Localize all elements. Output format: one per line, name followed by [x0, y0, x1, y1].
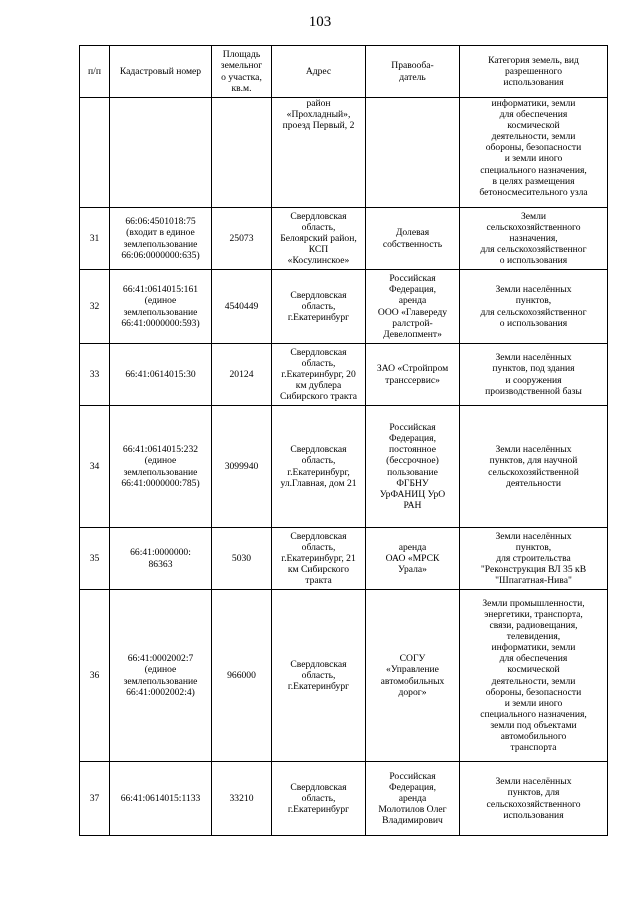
- land-category: Земли сельскохозяйственного назначения, для сельскохозяйственног о использования: [460, 208, 608, 270]
- cadastral-number: 66:41:0614015:161 (единое землепользование 66:41:0000000:593): [110, 270, 212, 344]
- owner: Российская Федерация, аренда ООО «Главереду ралстрой- Девелопмент»: [366, 270, 460, 344]
- land-area: 3099940: [212, 406, 272, 528]
- address: Свердловская область, г.Екатеринбург, ул.Главная, дом 21: [272, 406, 366, 528]
- table-header-row: [80, 46, 608, 98]
- land-category: Земли населённых пунктов, для научной сельскохозяйственной деятельности: [460, 406, 608, 528]
- table-row: [80, 590, 608, 762]
- cadastral-number: 66:41:0614015:30: [110, 344, 212, 406]
- table-row: [80, 270, 608, 344]
- land-area: 25073: [212, 208, 272, 270]
- land-area: [212, 98, 272, 208]
- land-category: информатики, земли для обеспечения космической деятельности, земли обороны, безопасности и земли иного специального назначения, в целях размещения бетоносмесительного узла: [460, 98, 608, 208]
- column-header-number: п/п: [80, 46, 110, 98]
- address: Свердловская область, г.Екатеринбург: [272, 590, 366, 762]
- column-header-address: Адрес: [272, 46, 366, 98]
- address: Свердловская область, г.Екатеринбург: [272, 270, 366, 344]
- land-area: 33210: [212, 762, 272, 836]
- land-category: Земли населённых пунктов, для сельскохозяйственного использования: [460, 762, 608, 836]
- owner: [366, 98, 460, 208]
- land-category: Земли населённых пунктов, под здания и сооружения производственной базы: [460, 344, 608, 406]
- table-row: [80, 528, 608, 590]
- owner: аренда ОАО «МРСК Урала»: [366, 528, 460, 590]
- table-row: [80, 344, 608, 406]
- row-number: [80, 98, 110, 208]
- row-number: 32: [80, 270, 110, 344]
- row-number: 34: [80, 406, 110, 528]
- column-header-cadastral: Кадастровый номер: [110, 46, 212, 98]
- owner: СОГУ «Управление автомобильных дорог»: [366, 590, 460, 762]
- address: Свердловская область, Белоярский район, КСП «Косулинское»: [272, 208, 366, 270]
- owner: ЗАО «Стройпром трансcервис»: [366, 344, 460, 406]
- land-registry-table: [79, 45, 608, 836]
- land-area: 4540449: [212, 270, 272, 344]
- address: район «Прохладный», проезд Первый, 2: [272, 98, 366, 208]
- table-row: [80, 208, 608, 270]
- row-number: 35: [80, 528, 110, 590]
- column-header-category: Категория земель, вид разрешенного использования: [460, 46, 608, 98]
- owner: Российская Федерация, аренда Молотилов Олег Владимирович: [366, 762, 460, 836]
- cadastral-number: 66:41:0614015:1133: [110, 762, 212, 836]
- land-category: Земли населённых пунктов, для сельскохозяйственног о использования: [460, 270, 608, 344]
- row-number: 31: [80, 208, 110, 270]
- land-category: Земли населённых пунктов, для строительства "Реконструкция ВЛ 35 кВ "Шпагатная-Нива": [460, 528, 608, 590]
- cadastral-number: 66:41:0002002:7 (единое землепользование 66:41:0002002:4): [110, 590, 212, 762]
- table-row: [80, 406, 608, 528]
- page-number: 103: [308, 14, 332, 30]
- column-header-area: Площадь земельног о участка, кв.м.: [212, 46, 272, 98]
- address: Свердловская область, г.Екатеринбург, 21 км Сибирского тракта: [272, 528, 366, 590]
- cadastral-number: [110, 98, 212, 208]
- row-number: 37: [80, 762, 110, 836]
- land-category: Земли промышленности, энергетики, транспорта, связи, радиовещания, телевидения, информатики, земли для обеспечения космической деятельности, земли обороны, безопасности и земли иного специального назначения, земли под объектами автомобильного транспорта: [460, 590, 608, 762]
- cadastral-number: 66:41:0614015:232 (единое землепользование 66:41:0000000:785): [110, 406, 212, 528]
- owner: Российская Федерация, постоянное (бессрочное) пользование ФГБНУ УрФАНИЦ УрО РАН: [366, 406, 460, 528]
- land-area: 966000: [212, 590, 272, 762]
- column-header-owner: Правооба- датель: [366, 46, 460, 98]
- address: Свердловская область, г.Екатеринбург: [272, 762, 366, 836]
- table-row: [80, 98, 608, 208]
- land-area: 20124: [212, 344, 272, 406]
- row-number: 36: [80, 590, 110, 762]
- address: Свердловская область, г.Екатеринбург, 20 км дублера Сибирского тракта: [272, 344, 366, 406]
- owner: Долевая собственность: [366, 208, 460, 270]
- cadastral-number: 66:06:4501018:75 (входит в единое землепользование 66:06:0000000:635): [110, 208, 212, 270]
- cadastral-number: 66:41:0000000: 86363: [110, 528, 212, 590]
- table-row: [80, 762, 608, 836]
- land-area: 5030: [212, 528, 272, 590]
- row-number: 33: [80, 344, 110, 406]
